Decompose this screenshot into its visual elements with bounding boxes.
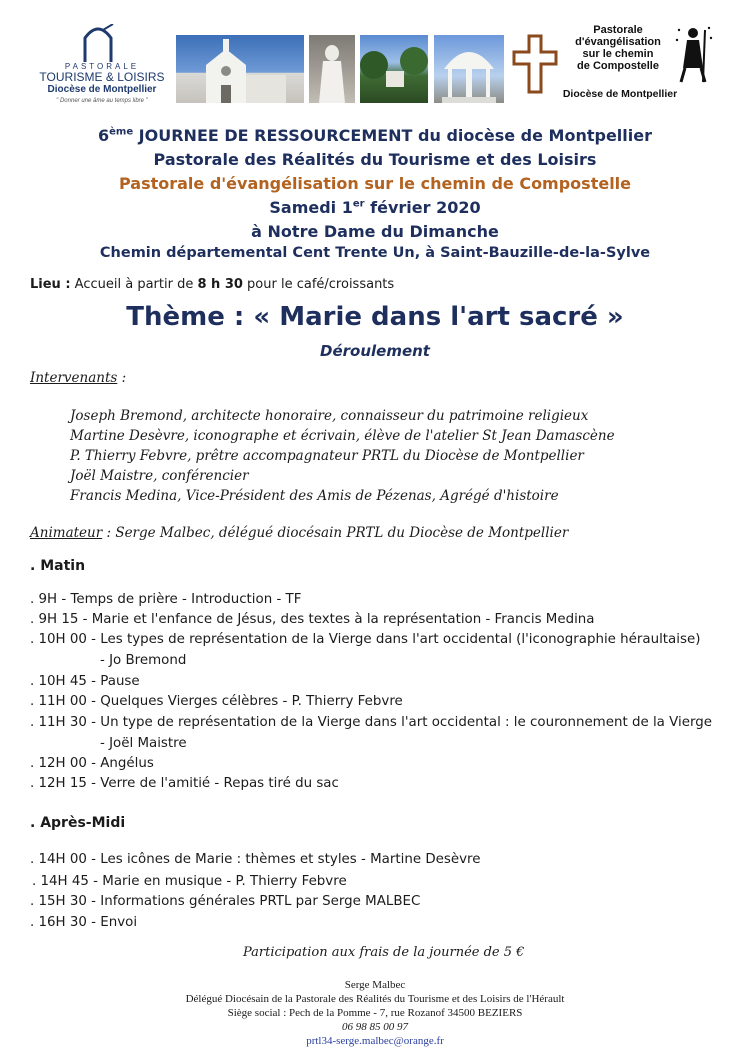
- event-title-line2: Pastorale des Réalités du Tourisme et des Loisirs: [153, 150, 597, 169]
- program-item: . 9H - Temps de prière - Introduction - TF: [30, 592, 302, 607]
- edition-number: 6: [97, 126, 110, 145]
- lieu-line: [30, 277, 394, 292]
- footer-address: Siège social : Pech de la Pomme - 7, rue Rozanof 34500 BEZIERS: [227, 1007, 523, 1019]
- chapel-arch-icon: [81, 24, 115, 62]
- animateur-line: [30, 525, 568, 541]
- program-item: . 11H 00 - Quelques Vierges célèbres - P. Thierry Febvre: [30, 694, 403, 709]
- date-ordinal: er: [352, 198, 365, 210]
- logo-right-line3: sur le chemin: [582, 48, 654, 60]
- animateur-text: : Serge Malbec, délégué diocésain PRTL du Diocèse de Montpellier: [102, 525, 569, 541]
- program-item: . 12H 15 - Verre de l'amitié - Repas tiré du sac: [30, 776, 339, 791]
- logo-right-line4: de Compostelle: [577, 60, 659, 72]
- deroulement-heading: Déroulement: [320, 342, 430, 360]
- logo-left-line2: TOURISME & LOISIRS: [39, 70, 165, 84]
- event-venue: à Notre Dame du Dimanche: [251, 222, 499, 241]
- theme-title: Thème : « Marie dans l'art sacré »: [126, 302, 624, 332]
- program-item: . 10H 00 - Les types de représentation de la Vierge dans l'art occidental (l'iconographie héraultaise): [30, 632, 701, 647]
- intervenants-heading: [30, 370, 126, 386]
- program-item: . 16H 30 - Envoi: [30, 915, 138, 930]
- event-date: [0, 198, 750, 217]
- logo-right-line2: d'évangélisation: [575, 36, 661, 48]
- footer-phone: 06 98 85 00 97: [342, 1021, 408, 1033]
- animateur-label: Animateur: [30, 525, 103, 541]
- event-name: JOURNEE DE RESSOURCEMENT: [133, 126, 413, 145]
- logo-right-diocese: Diocèse de Montpellier: [562, 88, 678, 100]
- program-item: . 9H 15 - Marie et l'enfance de Jésus, des textes à la représentation - Francis Medina: [30, 612, 595, 627]
- logo-pastorale-compostelle: [563, 22, 713, 102]
- apres-midi-heading: . Après-Midi: [30, 815, 126, 831]
- logo-left-slogan: " Donner une âme au temps libre ": [56, 98, 148, 104]
- speaker-item: Joël Maistre, conférencier: [70, 468, 249, 484]
- chapel-photo: [176, 35, 304, 103]
- logo-left-line1: PASTORALE: [64, 62, 140, 71]
- speaker-item: Joseph Bremond, architecte honoraire, connaisseur du patrimoine religieux: [70, 408, 589, 424]
- footer-name: Serge Malbec: [344, 979, 406, 991]
- event-diocese: du diocèse de Montpellier: [412, 126, 652, 145]
- program-item: . 11H 30 - Un type de représentation de la Vierge dans l'art occidental : le couronnement de la Vierge: [30, 715, 712, 730]
- logo-left-line3: Diocèse de Montpellier: [47, 84, 157, 95]
- event-title-line1: [0, 126, 750, 145]
- date-suffix: février 2020: [364, 198, 481, 217]
- footer-role: Délégué Diocésain de la Pastorale des Réalités du Tourisme et des Loisirs de l'Hérault: [185, 993, 565, 1005]
- program-item: . 14H 00 - Les icônes de Marie : thèmes et styles - Martine Desèvre: [30, 852, 481, 867]
- gazebo-photo: [434, 35, 504, 103]
- matin-heading: . Matin: [30, 558, 86, 574]
- event-address: Chemin départemental Cent Trente Un, à Saint-Bauzille-de-la-Sylve: [99, 245, 651, 261]
- lieu-text-pre: Accueil à partir de: [70, 277, 198, 292]
- lieu-time: 8 h 30: [197, 277, 243, 292]
- program-item-speaker: - Joël Maistre: [100, 736, 187, 751]
- intervenants-label: Intervenants: [30, 370, 118, 386]
- virgin-statue-photo: [309, 35, 355, 103]
- pilgrim-walker-icon: [673, 24, 713, 84]
- speaker-item: Martine Desèvre, iconographe et écrivain, élève de l'atelier St Jean Damascène: [70, 428, 615, 444]
- intervenants-colon: :: [117, 370, 127, 386]
- pilgrim-cross-icon: [512, 34, 558, 94]
- footer-email-link[interactable]: prtl34-serge.malbec@orange.fr: [306, 1035, 444, 1047]
- logo-right-line1: Pastorale: [593, 24, 643, 36]
- program-item: . 12H 00 - Angélus: [30, 756, 154, 771]
- logo-pastorale-tourisme-loisirs: [33, 22, 171, 110]
- program-item: . 10H 45 - Pause: [30, 674, 140, 689]
- speaker-item: P. Thierry Febvre, prêtre accompagnateur PRTL du Diocèse de Montpellier: [70, 448, 584, 464]
- program-item: . 14H 45 - Marie en musique - P. Thierry Febvre: [32, 874, 347, 889]
- program-item-speaker: - Jo Bremond: [100, 653, 187, 668]
- event-title-line3: Pastorale d'évangélisation sur le chemin de Compostelle: [118, 174, 632, 193]
- edition-suffix: ème: [109, 126, 134, 138]
- date-prefix: Samedi 1: [269, 198, 353, 217]
- participation-fee: Participation aux frais de la journée de 5 €: [243, 945, 525, 960]
- speaker-item: Francis Medina, Vice-Président des Amis de Pézenas, Agrégé d'histoire: [70, 488, 559, 504]
- program-item: . 15H 30 - Informations générales PRTL par Serge MALBEC: [30, 894, 421, 909]
- garden-photo: [360, 35, 428, 103]
- lieu-text-post: pour le café/croissants: [242, 277, 395, 292]
- lieu-label: Lieu :: [30, 277, 71, 292]
